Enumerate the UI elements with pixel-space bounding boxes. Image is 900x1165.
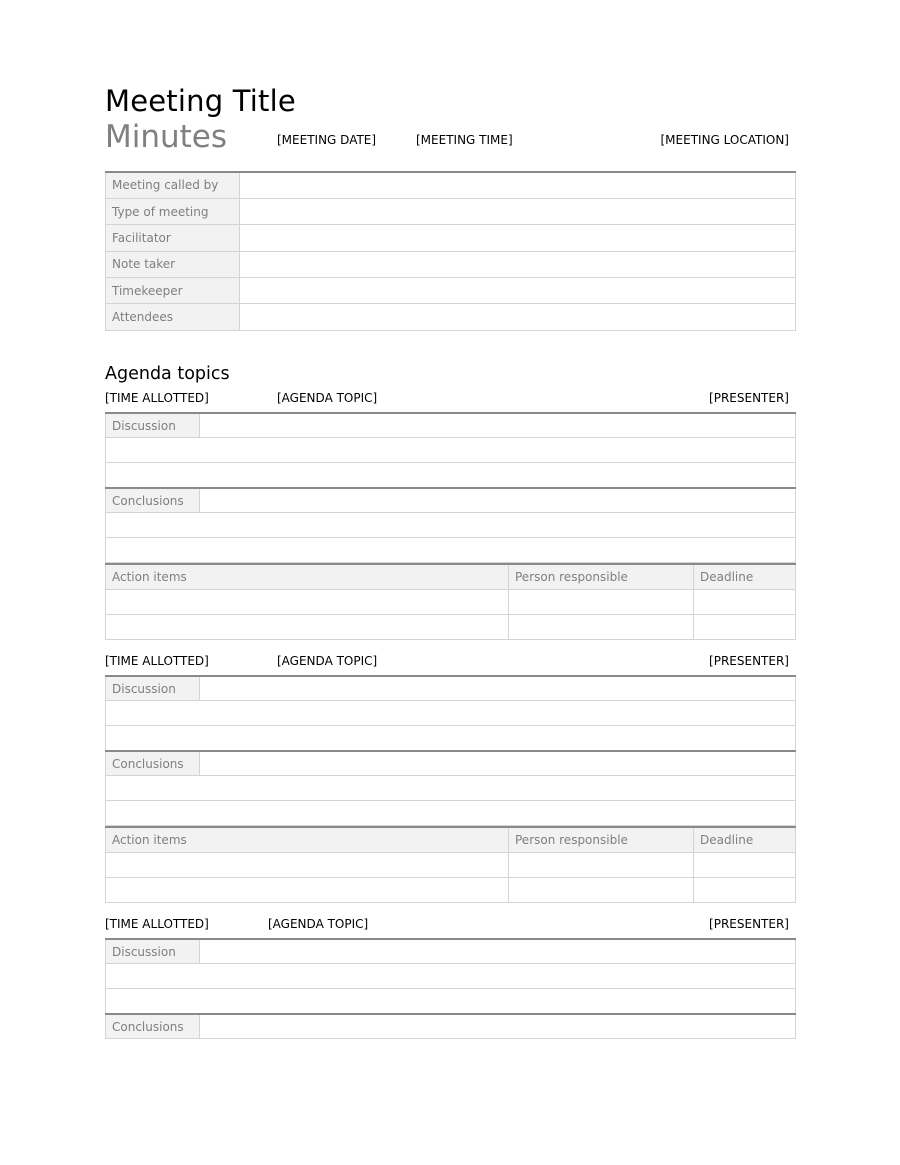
discussion-table <box>105 412 796 564</box>
info-label-called-by: Meeting called by <box>106 172 240 198</box>
person-cell[interactable] <box>509 589 694 614</box>
action-item-cell[interactable] <box>106 852 509 877</box>
topic-header <box>105 917 796 933</box>
conclusions-line[interactable] <box>106 513 796 538</box>
info-row <box>106 304 796 330</box>
discussion-label: Discussion <box>106 676 200 701</box>
deadline-cell[interactable] <box>694 614 796 639</box>
person-cell[interactable] <box>509 877 694 902</box>
conclusions-line[interactable] <box>106 801 796 826</box>
agenda-topic-block <box>105 391 796 640</box>
conclusions-label: Conclusions <box>106 488 200 513</box>
info-value-note-taker[interactable] <box>240 251 796 277</box>
info-row <box>106 172 796 198</box>
discussion-field[interactable] <box>200 939 796 964</box>
topic-header <box>105 654 796 670</box>
person-responsible-header: Person responsible <box>509 827 694 852</box>
agenda-heading: Agenda topics <box>105 363 230 384</box>
discussion-line[interactable] <box>106 726 796 751</box>
conclusions-line[interactable] <box>106 776 796 801</box>
discussion-field[interactable] <box>200 676 796 701</box>
action-item-cell[interactable] <box>106 589 509 614</box>
info-row <box>106 251 796 277</box>
presenter[interactable]: [PRESENTER] <box>709 653 789 668</box>
discussion-table <box>105 938 796 1040</box>
deadline-cell[interactable] <box>694 877 796 902</box>
meeting-time[interactable]: [MEETING TIME] <box>416 133 513 147</box>
conclusions-label: Conclusions <box>106 1014 200 1039</box>
agenda-topic[interactable]: [AGENDA TOPIC] <box>277 390 378 405</box>
discussion-line[interactable] <box>106 701 796 726</box>
meeting-title: Meeting Title <box>105 84 296 118</box>
info-label-type: Type of meeting <box>106 198 240 224</box>
discussion-table <box>105 675 796 827</box>
action-items-header: Action items <box>106 827 509 852</box>
info-value-facilitator[interactable] <box>240 225 796 251</box>
info-row <box>106 225 796 251</box>
time-allotted[interactable]: [TIME ALLOTTED] <box>105 653 209 668</box>
info-label-timekeeper: Timekeeper <box>106 278 240 304</box>
meeting-location[interactable]: [MEETING LOCATION] <box>660 133 789 147</box>
conclusions-field[interactable] <box>200 1014 796 1039</box>
time-allotted[interactable]: [TIME ALLOTTED] <box>105 390 209 405</box>
deadline-cell[interactable] <box>694 589 796 614</box>
deadline-header: Deadline <box>694 827 796 852</box>
info-value-timekeeper[interactable] <box>240 278 796 304</box>
deadline-header: Deadline <box>694 564 796 589</box>
time-allotted[interactable]: [TIME ALLOTTED] <box>105 916 209 931</box>
info-value-attendees[interactable] <box>240 304 796 330</box>
subtitle-row <box>105 119 796 159</box>
info-label-note-taker: Note taker <box>106 251 240 277</box>
discussion-label: Discussion <box>106 413 200 438</box>
presenter[interactable]: [PRESENTER] <box>709 916 789 931</box>
meeting-date[interactable]: [MEETING DATE] <box>277 133 377 147</box>
info-row <box>106 198 796 224</box>
conclusions-line[interactable] <box>106 538 796 563</box>
info-row <box>106 278 796 304</box>
agenda-topic[interactable]: [AGENDA TOPIC] <box>277 653 378 668</box>
info-label-facilitator: Facilitator <box>106 225 240 251</box>
agenda-topic[interactable]: [AGENDA TOPIC] <box>268 916 369 931</box>
conclusions-label: Conclusions <box>106 751 200 776</box>
minutes-subtitle: Minutes <box>105 119 228 155</box>
discussion-field[interactable] <box>200 413 796 438</box>
info-value-type[interactable] <box>240 198 796 224</box>
discussion-line[interactable] <box>106 463 796 488</box>
conclusions-field[interactable] <box>200 488 796 513</box>
discussion-line[interactable] <box>106 989 796 1014</box>
discussion-line[interactable] <box>106 964 796 989</box>
minutes-page <box>105 84 796 1039</box>
meeting-info-table <box>105 171 796 331</box>
presenter[interactable]: [PRESENTER] <box>709 390 789 405</box>
action-items-table <box>105 563 796 640</box>
info-label-attendees: Attendees <box>106 304 240 330</box>
topic-header <box>105 391 796 407</box>
discussion-line[interactable] <box>106 438 796 463</box>
conclusions-field[interactable] <box>200 751 796 776</box>
info-value-called-by[interactable] <box>240 172 796 198</box>
action-items-header: Action items <box>106 564 509 589</box>
action-items-table <box>105 826 796 903</box>
discussion-label: Discussion <box>106 939 200 964</box>
person-responsible-header: Person responsible <box>509 564 694 589</box>
agenda-topic-block <box>105 654 796 903</box>
person-cell[interactable] <box>509 852 694 877</box>
agenda-topic-block <box>105 917 796 1040</box>
action-item-cell[interactable] <box>106 877 509 902</box>
person-cell[interactable] <box>509 614 694 639</box>
deadline-cell[interactable] <box>694 852 796 877</box>
action-item-cell[interactable] <box>106 614 509 639</box>
